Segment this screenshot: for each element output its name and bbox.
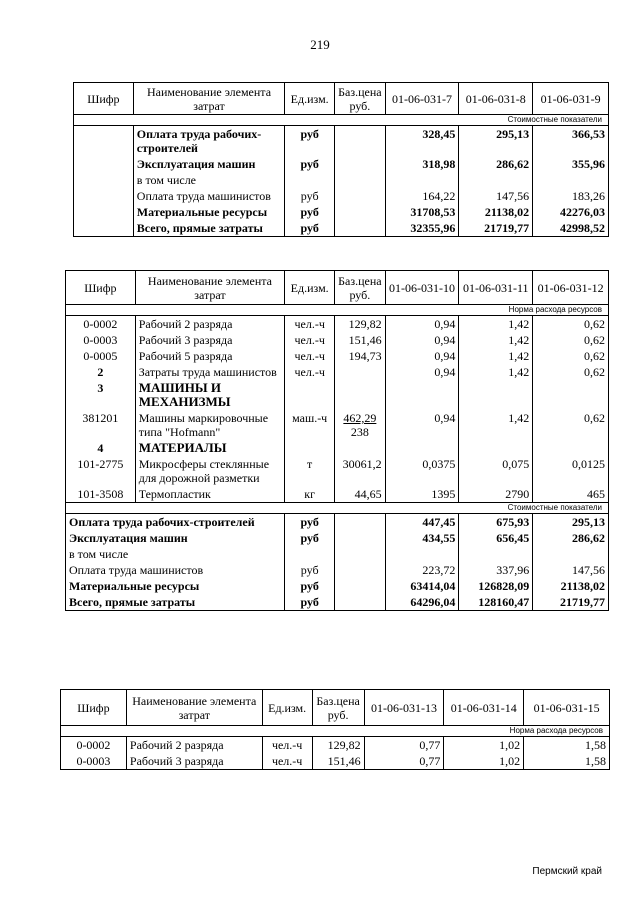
row-value: 286,62: [459, 156, 533, 172]
row-value: 1,58: [524, 753, 610, 770]
row-value: 21138,02: [459, 204, 533, 220]
row-name: Оплата труда рабочих-строителей: [133, 126, 284, 157]
row-value: 0,94: [385, 364, 459, 380]
row-unit: чел.-ч: [285, 332, 335, 348]
row-code: 2: [66, 364, 136, 380]
section-label-row: [66, 503, 609, 514]
row-name: Оплата труда рабочих-строителей: [66, 514, 285, 531]
cost-table-1: [73, 82, 609, 237]
row-price: 129,82: [312, 737, 364, 754]
row-value: 0,77: [364, 737, 444, 754]
row-unit: чел.-ч: [285, 316, 335, 333]
row-code: 381201: [66, 410, 136, 440]
row-price: 194,73: [335, 348, 385, 364]
row-value: 434,55: [385, 530, 459, 546]
table-row: [66, 410, 609, 440]
row-value: 223,72: [385, 562, 459, 578]
row-value: 42998,52: [533, 220, 609, 237]
table-header: [61, 690, 610, 726]
row-value: 1,42: [459, 332, 533, 348]
row-price-secondary: 238: [350, 425, 369, 439]
row-value: 1,42: [459, 348, 533, 364]
row-name: в том числе: [133, 172, 284, 188]
row-value: 183,26: [533, 188, 609, 204]
row-value: 0,62: [533, 410, 609, 440]
row-name: Оплата труда машинистов: [66, 562, 285, 578]
header-col: 01-06-031-14: [444, 690, 524, 726]
row-code: 4: [66, 440, 136, 456]
row-name: Рабочий 3 разряда: [135, 332, 284, 348]
row-value: 295,13: [459, 126, 533, 157]
header-shifr: Шифр: [74, 83, 134, 115]
row-value: 64296,04: [385, 594, 459, 611]
table-row: [74, 204, 609, 220]
header-unit: Ед.изм.: [262, 690, 312, 726]
header-col: 01-06-031-11: [459, 271, 533, 305]
header-col: 01-06-031-13: [364, 690, 444, 726]
header-name: Наименование элемента затрат: [126, 690, 262, 726]
header-col: 01-06-031-7: [385, 83, 459, 115]
row-value: 0,94: [385, 332, 459, 348]
row-value: 1,42: [459, 364, 533, 380]
resource-table-3: [60, 689, 610, 770]
header-shifr: Шифр: [61, 690, 127, 726]
row-value: 126828,09: [459, 578, 533, 594]
row-price: 151,46: [335, 332, 385, 348]
table-row: [66, 562, 609, 578]
row-unit: чел.-ч: [285, 364, 335, 380]
row-value: 465: [533, 486, 609, 503]
table-row: [66, 440, 609, 456]
row-value: 1,42: [459, 316, 533, 333]
table-row: [74, 156, 609, 172]
row-value: 128160,47: [459, 594, 533, 611]
row-value: 0,77: [364, 753, 444, 770]
header-col: 01-06-031-8: [459, 83, 533, 115]
row-value: 1,02: [444, 737, 524, 754]
row-value: 1,42: [459, 410, 533, 440]
row-name: Рабочий 2 разряда: [126, 737, 262, 754]
header-col: 01-06-031-12: [533, 271, 609, 305]
row-code: 101-3508: [66, 486, 136, 503]
row-unit: руб: [285, 220, 335, 237]
row-value: 21719,77: [533, 594, 609, 611]
row-value: 0,075: [459, 456, 533, 486]
row-value: 31708,53: [385, 204, 459, 220]
row-name: Рабочий 3 разряда: [126, 753, 262, 770]
row-value: 0,62: [533, 316, 609, 333]
table-row: [66, 486, 609, 503]
row-name: Рабочий 5 разряда: [135, 348, 284, 364]
row-value: 295,13: [533, 514, 609, 531]
table-row: [66, 316, 609, 333]
table-row: [61, 753, 610, 770]
row-price: 129,82: [335, 316, 385, 333]
row-value: 2790: [459, 486, 533, 503]
row-price: 44,65: [335, 486, 385, 503]
row-unit: чел.-ч: [262, 753, 312, 770]
section-label-row: [74, 115, 609, 126]
row-unit: руб: [285, 594, 335, 611]
row-name: Всего, прямые затраты: [133, 220, 284, 237]
header-price: Баз.цена руб.: [335, 271, 385, 305]
row-value: 1,58: [524, 737, 610, 754]
header-price: Баз.цена руб.: [335, 83, 385, 115]
row-name: Микросферы стеклянные для дорожной разметки: [135, 456, 284, 486]
row-value: 0,62: [533, 332, 609, 348]
row-value: 32355,96: [385, 220, 459, 237]
row-name: МАШИНЫ И МЕХАНИЗМЫ: [135, 380, 284, 410]
table-row: [61, 737, 610, 754]
row-code: 101-2775: [66, 456, 136, 486]
table-row: [74, 126, 609, 157]
row-unit: маш.-ч: [285, 410, 335, 440]
row-value: 63414,04: [385, 578, 459, 594]
row-price: 462,29: [343, 411, 377, 425]
row-name: Материальные ресурсы: [133, 204, 284, 220]
row-name: МАТЕРИАЛЫ: [135, 440, 284, 456]
row-value: 447,45: [385, 514, 459, 531]
table-row: [66, 456, 609, 486]
row-unit: руб: [285, 188, 335, 204]
header-unit: Ед.изм.: [285, 271, 335, 305]
cost-indicators-label: Стоимостные показатели: [74, 115, 609, 126]
table-row: [66, 380, 609, 410]
row-name: Эксплуатация машин: [66, 530, 285, 546]
section-label-row: [61, 726, 610, 737]
header-price: Баз.цена руб.: [312, 690, 364, 726]
row-name: Всего, прямые затраты: [66, 594, 285, 611]
row-unit: т: [285, 456, 335, 486]
row-unit: руб: [285, 156, 335, 172]
row-value: 0,94: [385, 410, 459, 440]
row-value: 21138,02: [533, 578, 609, 594]
resource-norm-label: Норма расхода ресурсов: [61, 726, 610, 737]
row-unit: руб: [285, 578, 335, 594]
table-row: [74, 188, 609, 204]
header-col: 01-06-031-9: [533, 83, 609, 115]
row-name: Рабочий 2 разряда: [135, 316, 284, 333]
row-name: Материальные ресурсы: [66, 578, 285, 594]
table-row: [66, 594, 609, 611]
row-value: 0,62: [533, 364, 609, 380]
row-value: 164,22: [385, 188, 459, 204]
row-unit: руб: [285, 514, 335, 531]
header-col: 01-06-031-15: [524, 690, 610, 726]
row-value: 318,98: [385, 156, 459, 172]
row-value: 286,62: [533, 530, 609, 546]
resource-table-2: [65, 270, 609, 611]
row-name: в том числе: [66, 546, 285, 562]
row-value: 147,56: [533, 562, 609, 578]
header-col: 01-06-031-10: [385, 271, 459, 305]
header-unit: Ед.изм.: [285, 83, 335, 115]
resource-norm-label: Норма расхода ресурсов: [66, 305, 609, 316]
table-header: [74, 83, 609, 115]
row-unit: руб: [285, 562, 335, 578]
table-row: [66, 364, 609, 380]
table-row: [66, 514, 609, 531]
row-value: 656,45: [459, 530, 533, 546]
header-shifr: Шифр: [66, 271, 136, 305]
row-unit: чел.-ч: [262, 737, 312, 754]
row-value: 1395: [385, 486, 459, 503]
row-price: 151,46: [312, 753, 364, 770]
row-price: 30061,2: [335, 456, 385, 486]
row-value: 337,96: [459, 562, 533, 578]
row-value: 42276,03: [533, 204, 609, 220]
table-row: [66, 578, 609, 594]
row-value: 355,96: [533, 156, 609, 172]
region-footer: Пермский край: [532, 866, 602, 877]
row-code: 0-0002: [66, 316, 136, 333]
row-unit: чел.-ч: [285, 348, 335, 364]
section-label-row: [66, 305, 609, 316]
row-unit: руб: [285, 204, 335, 220]
row-value: 0,94: [385, 348, 459, 364]
table-row: [66, 332, 609, 348]
row-name: Затраты труда машинистов: [135, 364, 284, 380]
row-value: 675,93: [459, 514, 533, 531]
table-row: [74, 172, 609, 188]
row-value: 0,94: [385, 316, 459, 333]
page-number: 219: [310, 37, 330, 52]
row-name: Оплата труда машинистов: [133, 188, 284, 204]
table-header: [66, 271, 609, 305]
row-code: 0-0003: [61, 753, 127, 770]
table-row: [66, 348, 609, 364]
row-value: 0,0125: [533, 456, 609, 486]
row-code: 0-0005: [66, 348, 136, 364]
table-row: [66, 546, 609, 562]
row-name: Термопластик: [135, 486, 284, 503]
row-name: Эксплуатация машин: [133, 156, 284, 172]
table-row: [74, 220, 609, 237]
row-code: 3: [66, 380, 136, 410]
row-value: 21719,77: [459, 220, 533, 237]
table-row: [66, 530, 609, 546]
row-value: 328,45: [385, 126, 459, 157]
row-unit: кг: [285, 486, 335, 503]
row-value: 147,56: [459, 188, 533, 204]
row-code: 0-0003: [66, 332, 136, 348]
row-value: 0,0375: [385, 456, 459, 486]
row-value: 366,53: [533, 126, 609, 157]
row-unit: руб: [285, 126, 335, 157]
header-name: Наименование элемента затрат: [133, 83, 284, 115]
row-value: 1,02: [444, 753, 524, 770]
row-name: Машины маркировочные типа "Hofmann": [135, 410, 284, 440]
row-unit: руб: [285, 530, 335, 546]
row-code: 0-0002: [61, 737, 127, 754]
row-value: 0,62: [533, 348, 609, 364]
header-name: Наименование элемента затрат: [135, 271, 284, 305]
cost-indicators-label: Стоимостные показатели: [66, 503, 609, 514]
